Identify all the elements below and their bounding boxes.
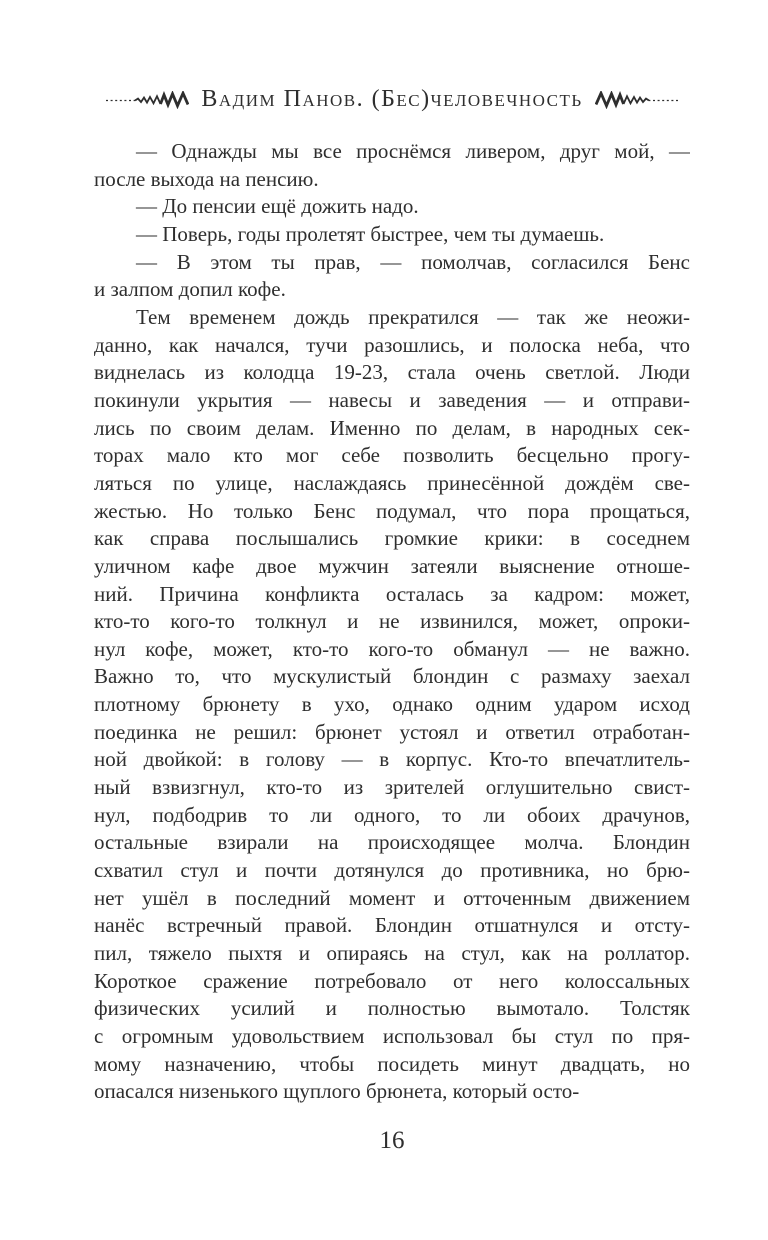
text-line: мому назначению, чтобы посидеть минут двадцать, но (94, 1051, 690, 1076)
text-line: лись по своим делам. Именно по делам, в народных сек- (94, 415, 690, 440)
text-line: Короткое сражение потребовало от него колоссальных (94, 968, 690, 993)
text-line: — Поверь, годы пролетят быстрее, чем ты думаешь. (136, 221, 605, 246)
zigzag-decoration-right-icon (595, 91, 679, 109)
text-line: нет ушёл в последний момент и отточенным движением (94, 885, 690, 910)
paragraph (94, 304, 690, 1106)
page-footer (94, 1124, 690, 1158)
text-line: опасался низенького щуплого брюнета, который осто- (94, 1079, 580, 1104)
text-line: — Однажды мы все проснёмся ливером, друг мой, — (136, 139, 690, 163)
text-line: Тем временем дождь прекратился — так же неожи- (136, 304, 690, 329)
body-text (94, 138, 690, 1106)
text-line: жестью. Но только Бенс подумал, что пора прощаться, (94, 498, 690, 523)
text-line: плотному брюнету в ухо, однако одним ударом исход (94, 692, 690, 717)
text-line: после выхода на пенсию. (94, 166, 319, 191)
running-header-title: Вадим Панов. (Бес)человечность (201, 86, 583, 112)
paragraph (94, 193, 690, 221)
text-line: и залпом допил кофе. (94, 277, 286, 302)
text-line: — В этом ты прав, — помолчав, согласился Бенс (136, 249, 690, 274)
paragraph (94, 138, 690, 193)
text-line: ной двойкой: в голову — в корпус. Кто-то впечатлитель- (94, 747, 690, 772)
text-line: нул кофе, может, кто-то кого-то обманул — не важно. (94, 636, 690, 661)
paragraph (94, 249, 690, 304)
paragraph (94, 221, 690, 249)
text-line: нул, подбодрив то ли одного, то ли обоих драчунов, (94, 802, 690, 827)
text-line: виднелась из колодца 19-23, стала очень светлой. Люди (94, 360, 690, 385)
text-line: ляться по улице, наслаждаясь принесённой дождём све- (94, 470, 690, 495)
text-line: схватил стул и почти дотянулся до противника, но брю- (94, 858, 690, 883)
text-line: покинули укрытия — навесы и заведения — и отправи- (94, 387, 690, 412)
text-line: ный взвизгнул, кто-то из зрителей оглушительно свист- (94, 775, 690, 800)
text-line: физических усилий и полностью вымотало. Толстяк (94, 996, 690, 1021)
text-line: данно, как начался, тучи разошлись, и полоска неба, что (94, 332, 690, 357)
text-line: — До пенсии ещё дожить надо. (136, 194, 419, 219)
text-line: пил, тяжело пыхтя и опираясь на стул, как на роллатор. (94, 941, 690, 966)
text-line: Важно то, что мускулистый блондин с размаху заехал (94, 664, 690, 689)
text-line: кто-то кого-то толкнул и не извинился, может, опроки- (94, 609, 690, 634)
text-line: торах мало кто мог себе позволить бесцельно прогу- (94, 443, 690, 468)
text-line: поединка не решил: брюнет устоял и ответил отработан- (94, 719, 690, 744)
text-line: как справа послышались громкие крики: в соседнем (94, 526, 690, 551)
page-number: 16 (379, 1127, 405, 1154)
running-header (94, 84, 690, 116)
text-line: ний. Причина конфликта осталась за кадром: может, (94, 581, 690, 606)
text-line: с огромным удовольствием использовал бы стул по пря- (94, 1024, 690, 1048)
text-line: нанёс встречный правой. Блондин отшатнулся и отсту- (94, 913, 690, 938)
text-line: остальные взирали на происходящее молча. Блондин (94, 830, 690, 855)
text-line: уличном кафе двое мужчин затеяли выяснение отноше- (94, 553, 690, 578)
zigzag-decoration-left-icon (105, 91, 189, 109)
